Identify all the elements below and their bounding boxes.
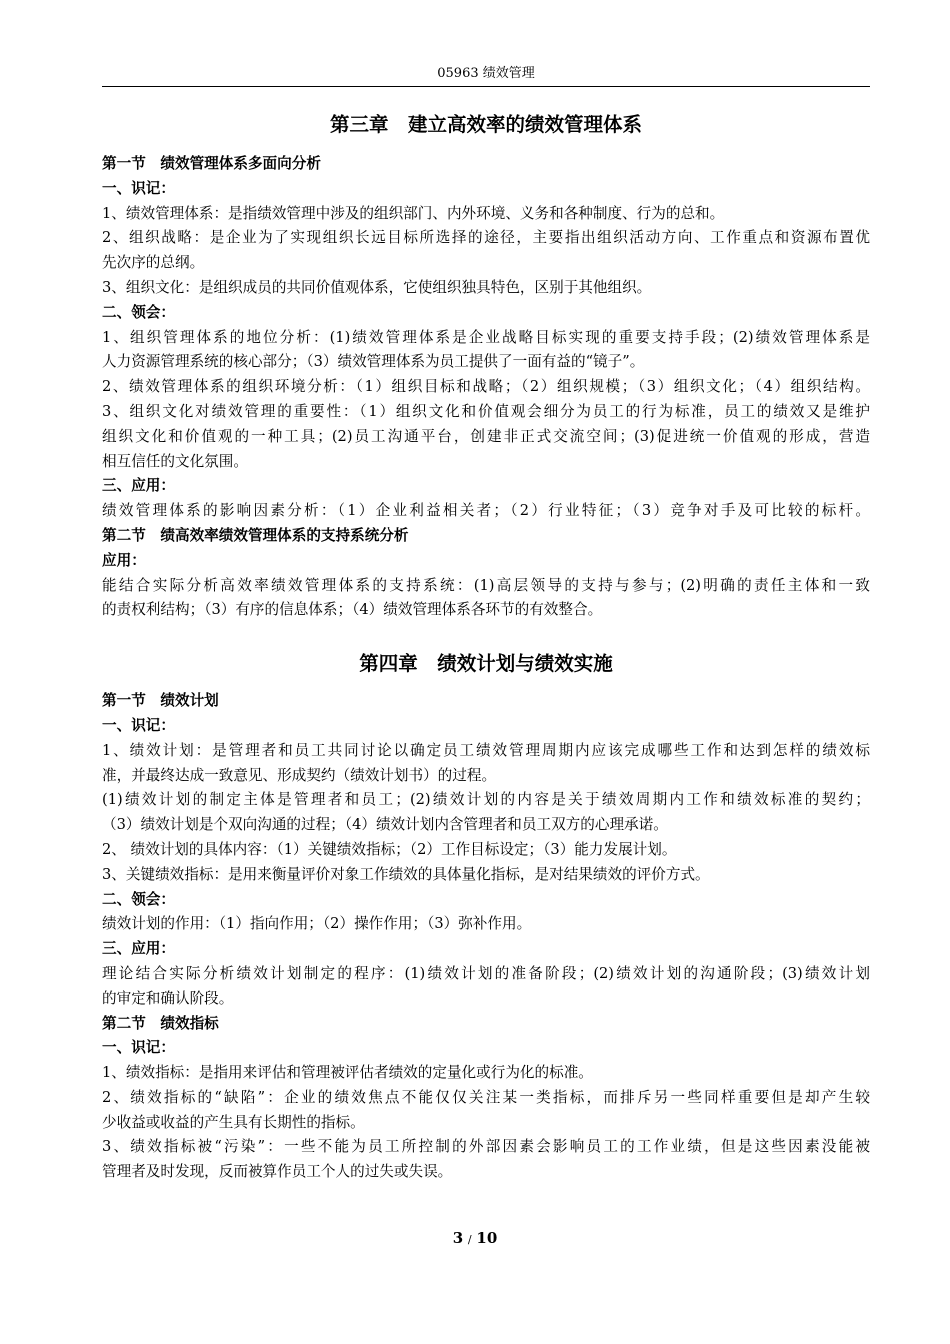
paragraph-line: 人力资源管理系统的核心部分；（3）绩效管理体系为员工提供了一面有益的“镜子”。 xyxy=(102,353,645,371)
paragraph-line: 管理者及时发现，反而被算作员工个人的过失或失误。 xyxy=(102,1163,453,1181)
subsection-heading: 一、识记： xyxy=(102,716,175,734)
page-separator: / xyxy=(467,1233,472,1246)
subsection-heading: 二、领会： xyxy=(102,303,175,321)
paragraph-line: 的责权利结构；（3）有序的信息体系；（4）绩效管理体系各环节的有效整合。 xyxy=(102,601,603,619)
section-title: 第二节 绩高效率绩效管理体系的支持系统分析 xyxy=(102,526,409,544)
paragraph-line: 2、绩效指标的“缺陷”：企业的绩效焦点不能仅仅关注某一类指标，而排斥另一些同样重要但是却产生较 xyxy=(102,1088,870,1106)
subsection-heading: 一、识记： xyxy=(102,1039,175,1057)
paragraph-line: 1、绩效计划：是管理者和员工共同讨论以确定员工绩效管理周期内应该完成哪些工作和达到怎样的绩效标 xyxy=(102,741,870,759)
subsection-heading: 一、识记： xyxy=(102,179,175,197)
paragraph-line: 3、组织文化对绩效管理的重要性：（1）组织文化和价值观会细分为员工的行为标准，员工的绩效又是维护 xyxy=(102,402,870,420)
running-header: 05963 绩效管理 xyxy=(102,64,870,87)
subsection-heading: 三、应用： xyxy=(102,477,175,495)
section-title: 第一节 绩效计划 xyxy=(102,692,219,710)
paragraph-line: 组织文化和价值观的一种工具；(2)员工沟通平台，创建非正式交流空间；(3)促进统一价值观的形成，营造 xyxy=(102,427,870,445)
subsection-heading: 应用： xyxy=(102,551,146,569)
paragraph-line: (1)绩效计划的制定主体是管理者和员工；(2)绩效计划的内容是关于绩效周期内工作和绩效标准的契约； xyxy=(102,791,870,809)
paragraph-line: 少收益或收益的产生具有长期性的指标。 xyxy=(102,1113,365,1131)
page-number: 3 xyxy=(452,1229,464,1247)
subsection-heading: 二、领会： xyxy=(102,890,175,908)
section-title: 第一节 绩效管理体系多面向分析 xyxy=(102,155,321,172)
page-total: 10 xyxy=(476,1229,498,1247)
section-title: 第二节 绩效指标 xyxy=(102,1014,219,1032)
paragraph-line: 相互信任的文化氛围。 xyxy=(102,452,248,470)
paragraph-line: 的审定和确认阶段。 xyxy=(102,989,234,1007)
paragraph-line: （3）绩效计划是个双向沟通的过程；（4）绩效计划内含管理者和员工双方的心理承诺。 xyxy=(102,816,668,834)
page-footer xyxy=(0,1228,950,1250)
paragraph-line: 绩效管理体系的影响因素分析：（1）企业利益相关者；（2）行业特征；（3）竞争对手及可比较的标杆。 xyxy=(102,502,870,520)
paragraph-line: 先次序的总纲。 xyxy=(102,254,205,272)
page-body xyxy=(102,110,870,1185)
paragraph-line: 2、 绩效计划的具体内容：（1）关键绩效指标；（2）工作目标设定；（3）能力发展计划。 xyxy=(102,840,677,858)
paragraph-line: 2、组织战略：是企业为了实现组织长远目标所选择的途径，主要指出组织活动方向、工作重点和资源布置优 xyxy=(102,229,870,247)
paragraph-line: 3、关键绩效指标：是用来衡量评价对象工作绩效的具体量化指标，是对结果绩效的评价方式。 xyxy=(102,865,710,883)
chapter-3-title: 第三章 建立高效率的绩效管理体系 xyxy=(329,113,642,136)
paragraph-line: 理论结合实际分析绩效计划制定的程序：(1)绩效计划的准备阶段；(2)绩效计划的沟通阶段；(3)绩效计划 xyxy=(102,964,870,982)
paragraph-line: 准，并最终达成一致意见、形成契约（绩效计划书）的过程。 xyxy=(102,766,497,784)
paragraph-line: 绩效计划的作用：（1）指向作用；（2）操作作用；（3）弥补作用。 xyxy=(102,915,532,933)
paragraph-line: 3、组织文化：是组织成员的共同价值观体系，它使组织独具特色，区别于其他组织。 xyxy=(102,278,652,296)
subsection-heading: 三、应用： xyxy=(102,940,175,958)
paragraph-line: 3、绩效指标被“污染”：一些不能为员工所控制的外部因素会影响员工的工作业绩，但是这些因素没能被 xyxy=(102,1138,870,1156)
paragraph-line: 1、绩效指标：是指用来评估和管理被评估者绩效的定量化或行为化的标准。 xyxy=(102,1064,593,1082)
paragraph-line: 1、组织管理体系的地位分析：(1)绩效管理体系是企业战略目标实现的重要支持手段；(2)绩效管理体系是 xyxy=(102,328,870,346)
paragraph-line: 2、绩效管理体系的组织环境分析：（1）组织目标和战略；（2）组织规模；（3）组织文化；（4）组织结构。 xyxy=(102,378,870,396)
paragraph-line: 能结合实际分析高效率绩效管理体系的支持系统：(1)高层领导的支持与参与；(2)明确的责任主体和一致 xyxy=(102,576,870,594)
paragraph-line: 1、绩效管理体系：是指绩效管理中涉及的组织部门、内外环境、义务和各种制度、行为的总和。 xyxy=(102,204,725,222)
chapter-4-title: 第四章 绩效计划与绩效实施 xyxy=(359,652,613,676)
